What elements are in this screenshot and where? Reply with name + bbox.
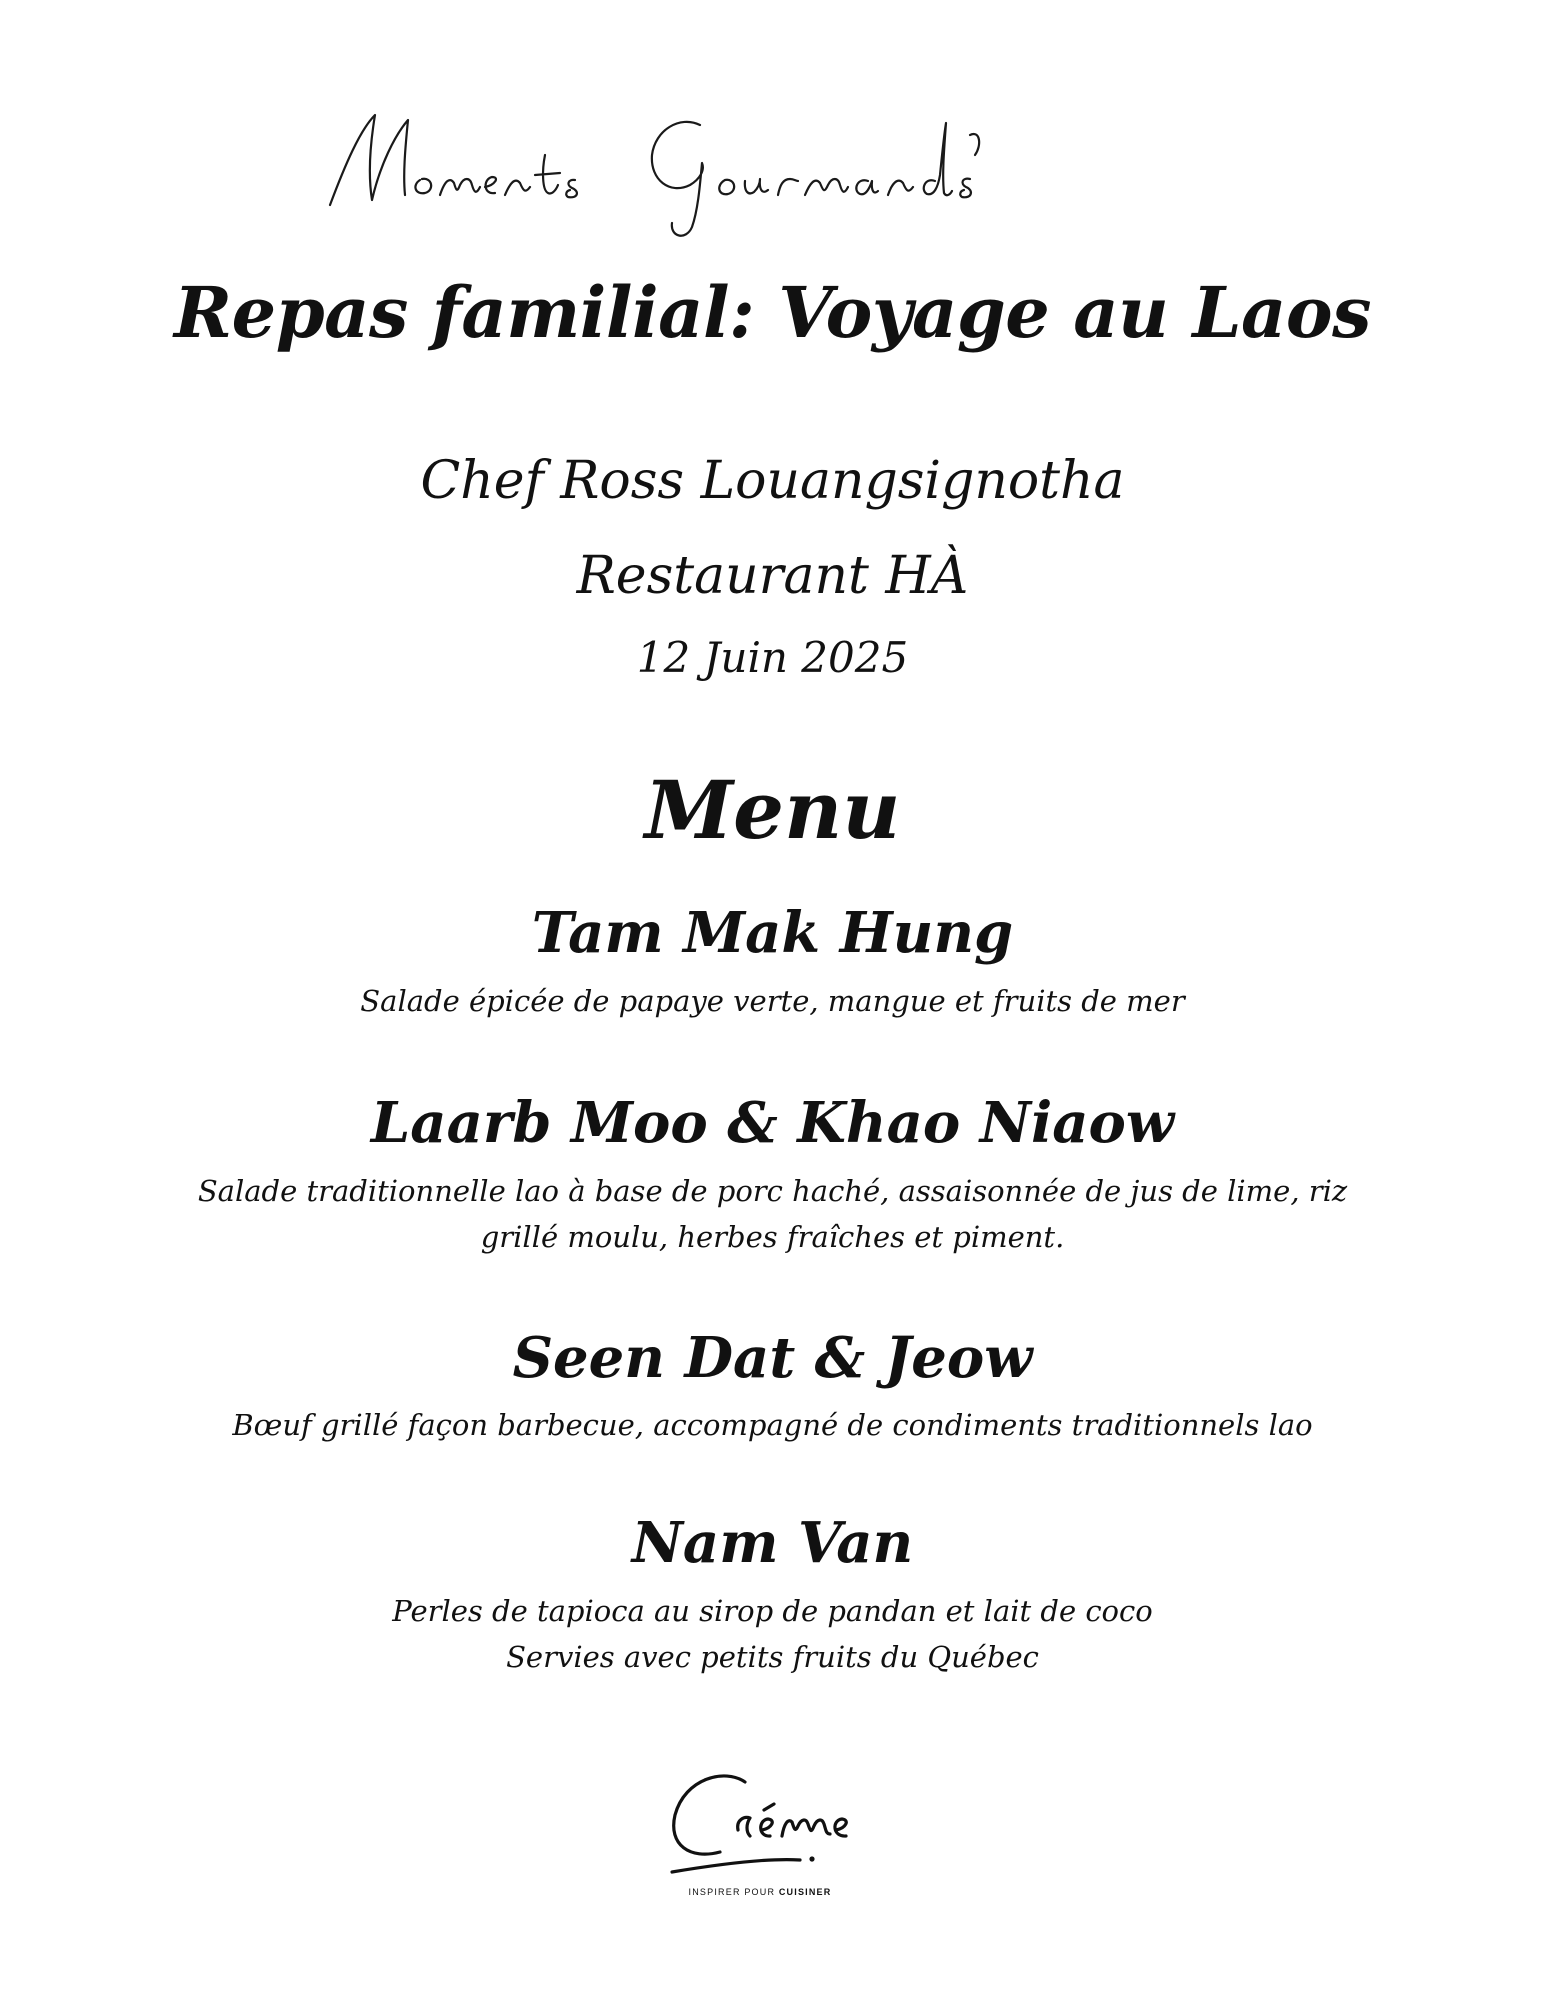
menu-heading: Menu [644, 763, 901, 857]
restaurant-name: Restaurant HÀ [576, 546, 969, 606]
dish-description: Perles de tapioca au sirop de pandan et lait de coco [392, 1594, 1153, 1628]
dish-description: Servies avec petits fruits du Québec [506, 1640, 1039, 1674]
tagline-bold: CUISINER [778, 1887, 832, 1897]
dish-description: Salade épicée de papaye verte, mangue et fruits de mer [360, 984, 1185, 1018]
logo-tagline [660, 1887, 860, 1897]
dish-name: Laarb Moo & Khao Niaow [370, 1090, 1175, 1156]
event-date: 12 Juin 2025 [636, 633, 909, 682]
page-title: Repas familial: Voyage au Laos [173, 271, 1371, 354]
dish-name: Nam Van [631, 1510, 914, 1576]
chef-name: Chef Ross Louangsignotha [420, 451, 1125, 511]
dish-name: Tam Mak Hung [531, 900, 1014, 966]
dish-name: Seen Dat & Jeow [512, 1325, 1033, 1391]
dish-description: grillé moulu, herbes fraîches et piment. [480, 1220, 1065, 1254]
creme-logo [650, 1760, 900, 1880]
tagline-light: INSPIRER POUR [688, 1887, 779, 1897]
script-title-logo [320, 95, 1230, 245]
dish-description: Bœuf grillé façon barbecue, accompagné de condiments traditionnels lao [232, 1408, 1313, 1442]
dish-description: Salade traditionnelle lao à base de porc haché, assaisonnée de jus de lime, riz [197, 1174, 1348, 1208]
